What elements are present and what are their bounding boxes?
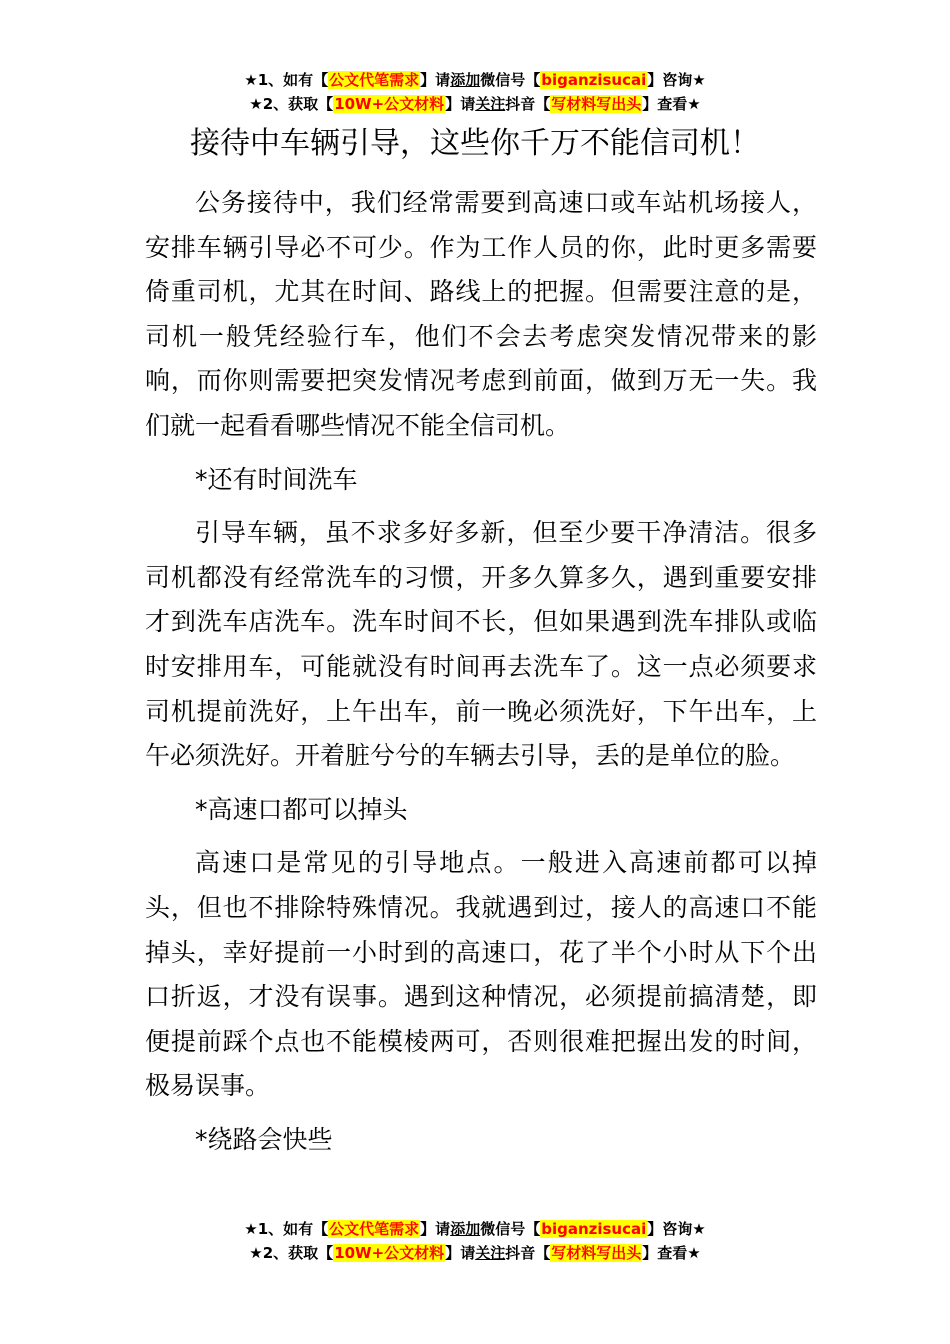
- banner-line-2-mid-2: 抖音【: [505, 95, 551, 113]
- paragraph-car-wash: 引导车辆，虽不求多好多新，但至少要干净清洁。很多司机都没有经常洗车的习惯，开多久算多久，遇到重要安排才到洗车店洗车。洗车时间不长，但如果遇到洗车排队或临时安排用车，可能就没有时间再去洗车了。这一点必须要求司机提前洗好，上午出车，前一晚必须洗好，下午出车，上午必须洗好。开着脏兮兮的车辆去引导，丢的是单位的脸。: [145, 518, 817, 771]
- footer-line-1-underline: 添加: [450, 1220, 481, 1238]
- document-title: 接待中车辆引导，这些你千万不能信司机！: [190, 126, 760, 161]
- banner-line-2-suffix: 】查看★: [642, 95, 701, 113]
- banner-line-1-prefix: ★1、如有【: [244, 71, 329, 89]
- paragraph-highway-uturn: 高速口是常见的引导地点。一般进入高速前都可以掉头，但也不排除特殊情况。我就遇到过，接人的高速口不能掉头，幸好提前一小时到的高速口，花了半个小时从下个出口折返，才没有误事。遇到这种情况，必须提前搞清楚，即便提前踩个点也不能模棱两可，否则很难把握出发的时间，极易误事。: [145, 848, 817, 1101]
- paragraph-intro: 公务接待中，我们经常需要到高速口或车站机场接人，安排车辆引导必不可少。作为工作人员的你，此时更多需要倚重司机，尤其在时间、路线上的把握。但需要注意的是，司机一般凭经验行车，他们不会去考虑突发情况带来的影响，而你则需要把突发情况考虑到前面，做到万无一失。我们就一起看看哪些情况不能全信司机。: [145, 188, 817, 440]
- banner-line-2-mid-1: 】请: [445, 95, 476, 113]
- banner-line-2-highlight-1: 10W+公文材料: [334, 95, 445, 113]
- banner-line-1-mid-2: 微信号【: [480, 71, 541, 89]
- footer-line-2-suffix: 】查看★: [642, 1244, 701, 1262]
- footer-line-1-mid-2: 微信号【: [480, 1220, 541, 1238]
- document-body: [145, 181, 817, 1171]
- section-heading-highway-uturn: *高速口都可以掉头: [195, 794, 408, 824]
- banner-line-1-underline: 添加: [450, 71, 481, 89]
- footer-line-2-underline: 关注: [475, 1244, 506, 1262]
- banner-line-1-suffix: 】咨询★: [647, 71, 706, 89]
- footer-line-2-prefix: ★2、获取【: [249, 1244, 334, 1262]
- banner-line-2-highlight-2: 写材料写出头: [551, 95, 642, 113]
- footer-line-1-prefix: ★1、如有【: [244, 1220, 329, 1238]
- footer-banner-line-1: [0, 1217, 950, 1241]
- section-heading-car-wash: *还有时间洗车: [195, 464, 358, 494]
- banner-line-2-prefix: ★2、获取【: [249, 95, 334, 113]
- banner-line-2-underline: 关注: [475, 95, 506, 113]
- footer-line-2-mid-1: 】请: [445, 1244, 476, 1262]
- footer-line-1-highlight-1: 公文代笔需求: [329, 1220, 420, 1238]
- header-banner: [0, 68, 950, 116]
- footer-line-2-mid-2: 抖音【: [505, 1244, 551, 1262]
- footer-banner-line-2: [0, 1241, 950, 1265]
- footer-banner: [0, 1217, 950, 1265]
- banner-line-1-highlight-2: biganzisucai: [541, 71, 647, 89]
- section-heading-detour: *绕路会快些: [195, 1124, 333, 1154]
- banner-line-1: [0, 68, 950, 92]
- banner-line-1-mid-1: 】请: [420, 71, 451, 89]
- banner-line-1-highlight-1: 公文代笔需求: [329, 71, 420, 89]
- footer-line-1-mid-1: 】请: [420, 1220, 451, 1238]
- footer-line-2-highlight-1: 10W+公文材料: [334, 1244, 445, 1262]
- footer-line-1-highlight-2: biganzisucai: [541, 1220, 647, 1238]
- banner-line-2: [0, 92, 950, 116]
- footer-line-1-suffix: 】咨询★: [647, 1220, 706, 1238]
- footer-line-2-highlight-2: 写材料写出头: [551, 1244, 642, 1262]
